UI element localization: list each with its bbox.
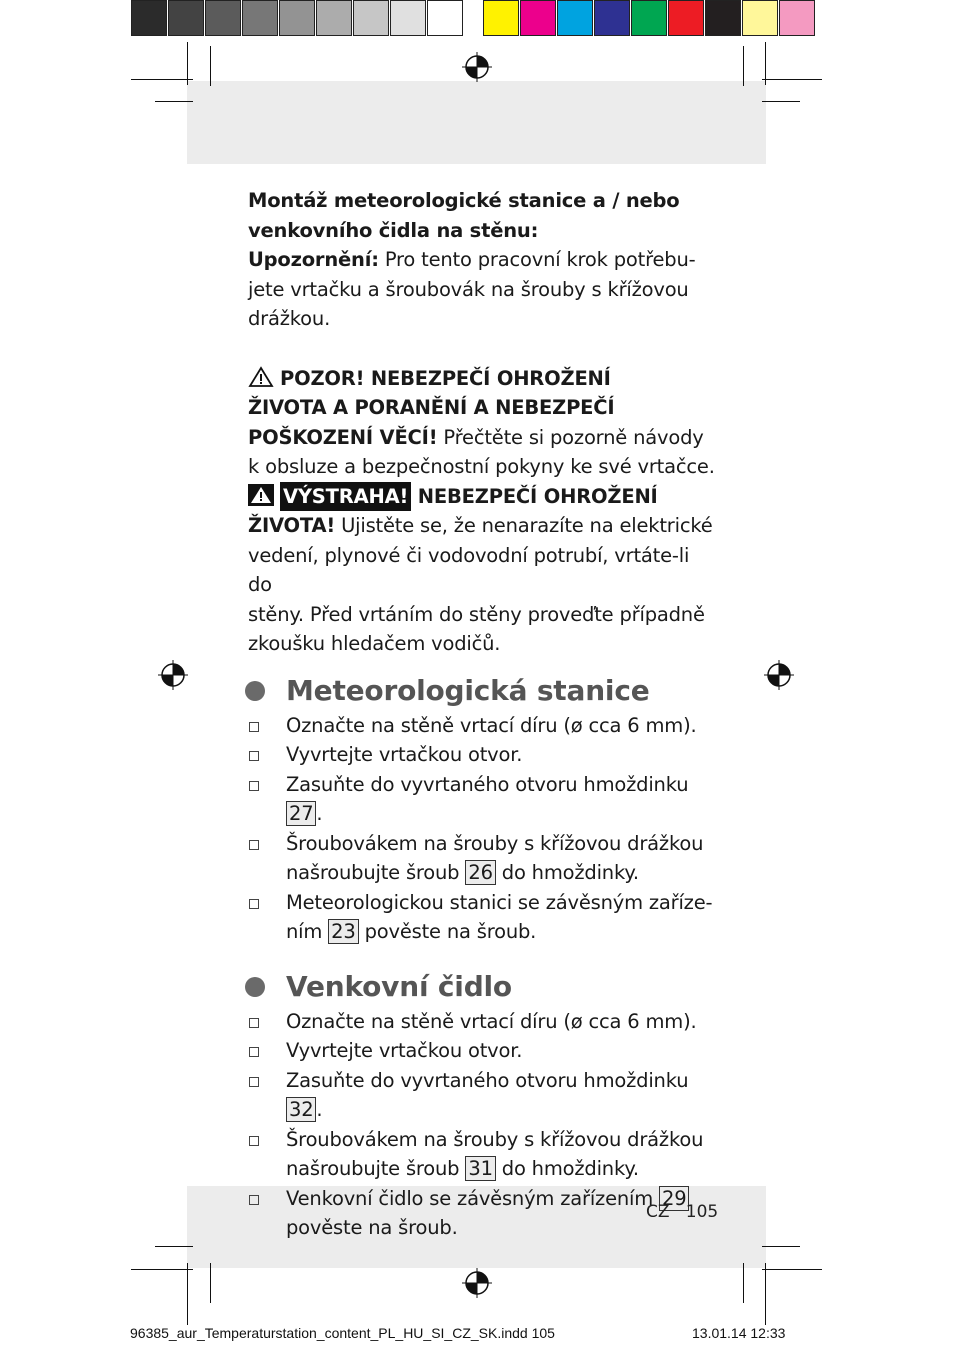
list-item: Označte na stěně vrtací díru (ø cca 6 mm). <box>248 1007 718 1037</box>
crop-mark <box>187 1263 188 1325</box>
part-reference: 27 <box>286 801 316 826</box>
list-item: Označte na stěně vrtací díru (ø cca 6 mm). <box>248 711 718 741</box>
list-item: Šroubovákem na šrouby s křížovou drážkou našroubujte šroub 31 do hmoždinky. <box>248 1125 718 1184</box>
part-reference: 26 <box>465 860 495 885</box>
crop-mark <box>210 1263 211 1303</box>
color-swatch <box>427 0 463 36</box>
part-reference: 32 <box>286 1097 316 1122</box>
crop-mark <box>762 1269 822 1270</box>
color-swatch <box>316 0 352 36</box>
bullet-dot-icon <box>245 681 265 701</box>
color-swatch <box>668 0 704 36</box>
checkbox-square-icon <box>249 899 259 909</box>
color-swatch <box>168 0 204 36</box>
registration-mark-icon <box>158 660 188 690</box>
list-item: Zasuňte do vyvrtaného otvoru hmoždinku 27 . <box>248 770 718 829</box>
checkbox-square-icon <box>249 1018 259 1028</box>
crop-mark <box>131 79 193 80</box>
warning-paragraph: VÝSTRAHA! NEBEZPEČÍ OHROŽENÍ ŽIVOTA! Ujistěte se, že nenarazíte na elektrické vedení, plynové či vodovodní potrubí, vrtáte-li do stěny. Před vrtáním do stěny proveďte případně zkoušku hledačem vodičů. <box>248 482 718 659</box>
grey-color-bar <box>131 0 464 40</box>
intro-note: Upozornění: Pro tento pracovní krok potřebu- jete vrtačku a šroubovák na šrouby s křížovou drážkou. <box>248 248 696 330</box>
crop-mark <box>187 42 188 85</box>
crop-mark <box>762 79 822 80</box>
page-number: CZ 105 <box>646 1202 719 1222</box>
color-swatch <box>594 0 630 36</box>
footer-timestamp: 13.01.14 12:33 <box>692 1325 786 1341</box>
color-swatch <box>353 0 389 36</box>
color-swatch <box>631 0 667 36</box>
intro-heading: Montáž meteorologické stanice a / nebo venkovního čidla na stěnu: <box>248 189 680 242</box>
section-heading-weather-station: Meteorologická stanice <box>248 673 718 709</box>
section-heading-outdoor-sensor: Venkovní čidlo <box>248 969 718 1005</box>
checkbox-square-icon <box>249 1136 259 1146</box>
color-swatch <box>131 0 167 36</box>
print-footer <box>130 1325 850 1341</box>
checkbox-square-icon <box>249 781 259 791</box>
list-item: Meteorologickou stanici se závěsným zaříze- ním 23 pověste na šroub. <box>248 888 718 947</box>
caution-paragraph: POZOR! NEBEZPEČÍ OHROŽENÍ ŽIVOTA A PORANĚNÍ A NEBEZPEČÍ POŠKOZENÍ VĚCÍ! Přečtěte si pozorně návody k obsluze a bezpečnostní pokyny ke své vrtačce. <box>248 366 715 478</box>
crop-mark <box>762 1246 800 1247</box>
header-band <box>187 81 766 164</box>
part-reference: 23 <box>328 919 358 944</box>
crop-mark <box>765 1263 766 1325</box>
footer-filename: 96385_aur_Temperaturstation_content_PL_HU_SI_CZ_SK.indd 105 <box>130 1325 555 1341</box>
part-reference: 31 <box>465 1156 495 1181</box>
registration-mark-icon <box>764 660 794 690</box>
registration-mark-icon <box>462 1268 492 1298</box>
list-item: Šroubovákem na šrouby s křížovou drážkou našroubujte šroub 26 do hmoždinky. <box>248 829 718 888</box>
warning-triangle-icon <box>248 366 274 388</box>
color-swatch <box>205 0 241 36</box>
list-item: Vyvrtejte vrtačkou otvor. <box>248 1036 718 1066</box>
list-item: Venkovní čidlo se závěsným zařízením 29 pověste na šroub. <box>248 1184 718 1243</box>
page-content <box>248 186 718 1243</box>
warning-badge: VÝSTRAHA! <box>280 482 411 512</box>
crop-mark <box>155 1246 193 1247</box>
crop-mark <box>743 46 744 86</box>
checkbox-square-icon <box>249 1077 259 1087</box>
color-swatch <box>557 0 593 36</box>
list-item: Zasuňte do vyvrtaného otvoru hmoždinku 32 . <box>248 1066 718 1125</box>
color-swatch <box>779 0 815 36</box>
color-swatch <box>742 0 778 36</box>
checkbox-square-icon <box>249 751 259 761</box>
color-swatch <box>705 0 741 36</box>
color-swatch <box>279 0 315 36</box>
checkbox-square-icon <box>249 1047 259 1057</box>
crop-mark <box>155 101 193 102</box>
checkbox-square-icon <box>249 1195 259 1205</box>
color-swatch <box>520 0 556 36</box>
color-swatch <box>390 0 426 36</box>
crop-mark <box>743 1263 744 1303</box>
part-reference: 29 <box>659 1186 689 1211</box>
crop-mark <box>210 46 211 86</box>
checkbox-square-icon <box>249 840 259 850</box>
crop-mark <box>762 101 800 102</box>
color-swatch <box>483 0 519 36</box>
registration-mark-icon <box>462 52 492 82</box>
color-swatch <box>242 0 278 36</box>
bullet-dot-icon <box>245 977 265 997</box>
warning-triangle-filled-icon <box>248 484 274 506</box>
crop-mark <box>765 42 766 85</box>
list-item: Vyvrtejte vrtačkou otvor. <box>248 740 718 770</box>
checkbox-square-icon <box>249 722 259 732</box>
process-color-bar <box>483 0 816 40</box>
crop-mark <box>131 1269 193 1270</box>
